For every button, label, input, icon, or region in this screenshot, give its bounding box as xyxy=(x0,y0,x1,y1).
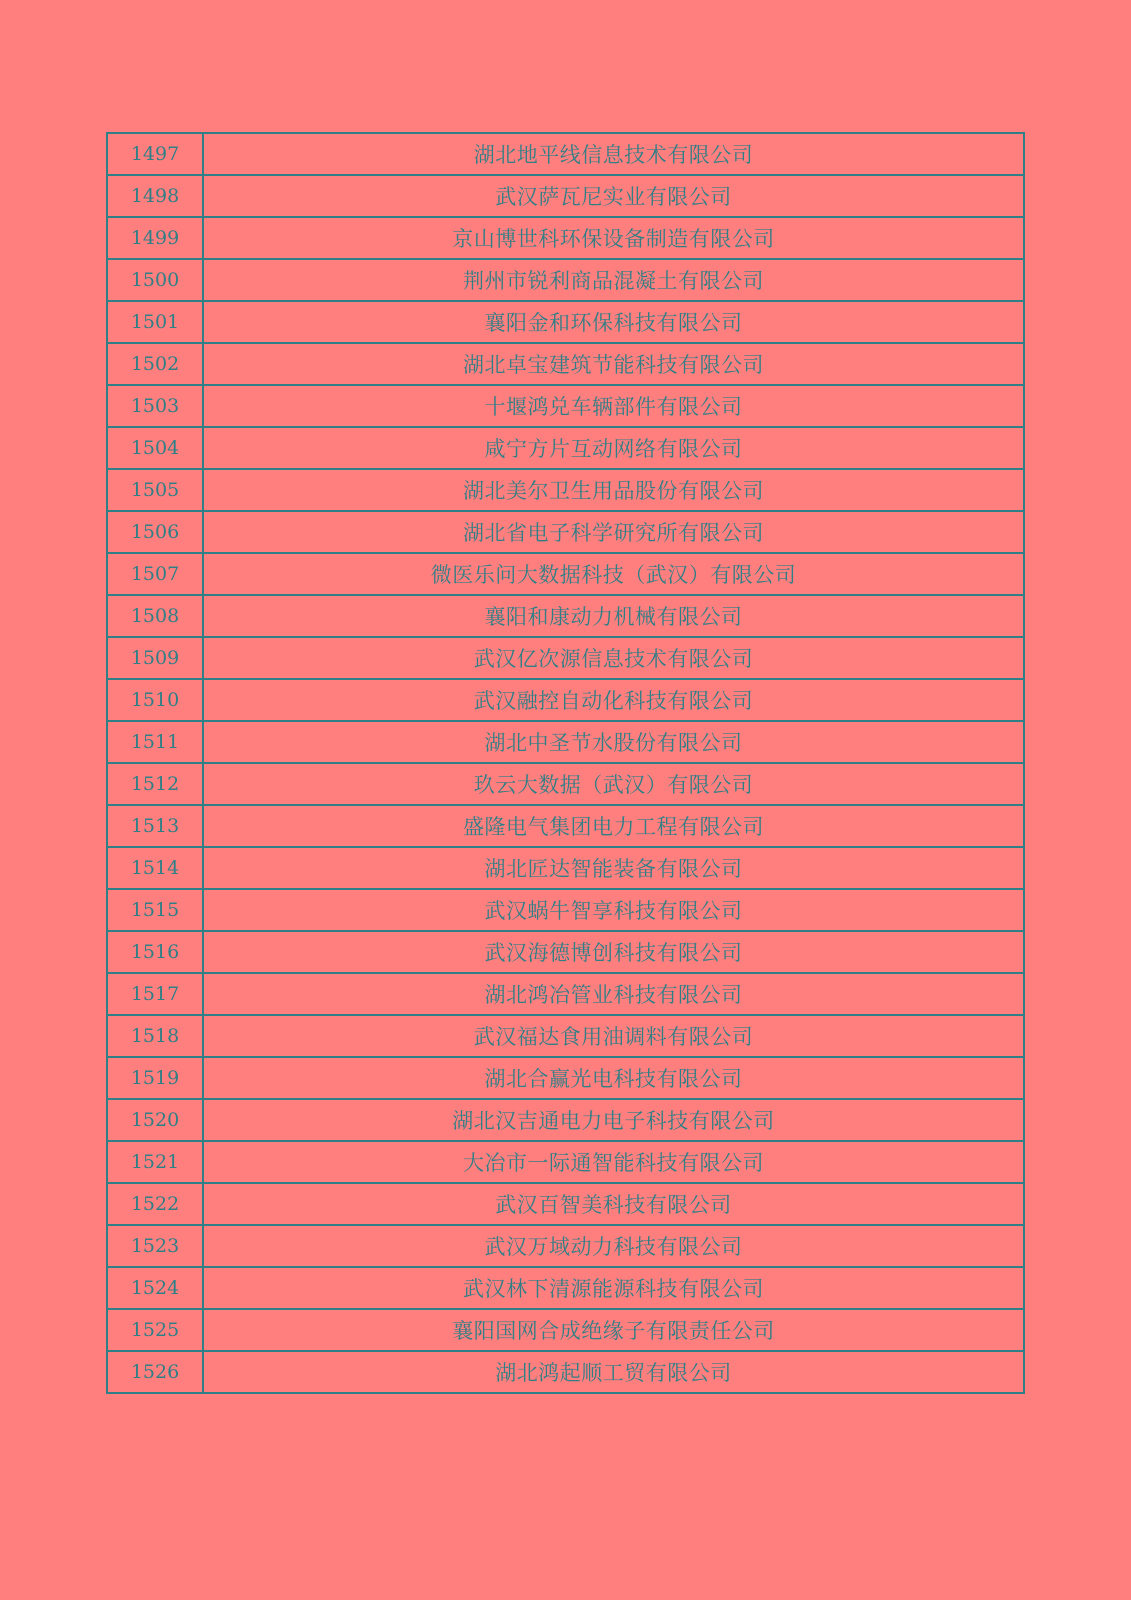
company-name-cell: 武汉福达食用油调料有限公司 xyxy=(203,1015,1024,1057)
company-name-cell: 十堰鸿兑车辆部件有限公司 xyxy=(203,385,1024,427)
table-row xyxy=(107,175,1024,217)
table-row xyxy=(107,343,1024,385)
company-name-cell: 湖北美尔卫生用品股份有限公司 xyxy=(203,469,1024,511)
row-number-cell: 1508 xyxy=(107,595,203,637)
company-list-table xyxy=(106,132,1025,1394)
company-name-cell: 襄阳和康动力机械有限公司 xyxy=(203,595,1024,637)
company-name-cell: 襄阳国网合成绝缘子有限责任公司 xyxy=(203,1309,1024,1351)
row-number-cell: 1522 xyxy=(107,1183,203,1225)
row-number-cell: 1502 xyxy=(107,343,203,385)
row-number-cell: 1510 xyxy=(107,679,203,721)
company-name-cell: 大冶市一际通智能科技有限公司 xyxy=(203,1141,1024,1183)
company-name-cell: 武汉百智美科技有限公司 xyxy=(203,1183,1024,1225)
row-number-cell: 1526 xyxy=(107,1351,203,1393)
table-row xyxy=(107,637,1024,679)
table-row xyxy=(107,301,1024,343)
row-number-cell: 1524 xyxy=(107,1267,203,1309)
row-number-cell: 1521 xyxy=(107,1141,203,1183)
table-row xyxy=(107,889,1024,931)
company-name-cell: 荆州市锐利商品混凝土有限公司 xyxy=(203,259,1024,301)
row-number-cell: 1519 xyxy=(107,1057,203,1099)
table-body xyxy=(107,133,1024,1393)
company-name-cell: 武汉萨瓦尼实业有限公司 xyxy=(203,175,1024,217)
row-number-cell: 1497 xyxy=(107,133,203,175)
company-name-cell: 武汉林下清源能源科技有限公司 xyxy=(203,1267,1024,1309)
company-name-cell: 湖北卓宝建筑节能科技有限公司 xyxy=(203,343,1024,385)
company-name-cell: 湖北匠达智能装备有限公司 xyxy=(203,847,1024,889)
row-number-cell: 1525 xyxy=(107,1309,203,1351)
company-name-cell: 武汉万域动力科技有限公司 xyxy=(203,1225,1024,1267)
row-number-cell: 1513 xyxy=(107,805,203,847)
company-name-cell: 武汉融控自动化科技有限公司 xyxy=(203,679,1024,721)
company-name-cell: 京山博世科环保设备制造有限公司 xyxy=(203,217,1024,259)
table-row xyxy=(107,847,1024,889)
row-number-cell: 1505 xyxy=(107,469,203,511)
row-number-cell: 1500 xyxy=(107,259,203,301)
row-number-cell: 1506 xyxy=(107,511,203,553)
table-row xyxy=(107,973,1024,1015)
company-name-cell: 湖北合赢光电科技有限公司 xyxy=(203,1057,1024,1099)
table-row xyxy=(107,679,1024,721)
row-number-cell: 1509 xyxy=(107,637,203,679)
table-row xyxy=(107,931,1024,973)
table-row xyxy=(107,1267,1024,1309)
table-row xyxy=(107,133,1024,175)
table-row xyxy=(107,805,1024,847)
row-number-cell: 1516 xyxy=(107,931,203,973)
company-name-cell: 湖北中圣节水股份有限公司 xyxy=(203,721,1024,763)
table-row xyxy=(107,1225,1024,1267)
table-row xyxy=(107,427,1024,469)
row-number-cell: 1503 xyxy=(107,385,203,427)
company-name-cell: 玖云大数据（武汉）有限公司 xyxy=(203,763,1024,805)
company-name-cell: 武汉海德博创科技有限公司 xyxy=(203,931,1024,973)
row-number-cell: 1515 xyxy=(107,889,203,931)
row-number-cell: 1498 xyxy=(107,175,203,217)
row-number-cell: 1512 xyxy=(107,763,203,805)
table-row xyxy=(107,469,1024,511)
table-row xyxy=(107,1183,1024,1225)
company-name-cell: 盛隆电气集团电力工程有限公司 xyxy=(203,805,1024,847)
table-row xyxy=(107,553,1024,595)
company-name-cell: 襄阳金和环保科技有限公司 xyxy=(203,301,1024,343)
row-number-cell: 1507 xyxy=(107,553,203,595)
table-row xyxy=(107,1141,1024,1183)
company-name-cell: 湖北汉吉通电力电子科技有限公司 xyxy=(203,1099,1024,1141)
table-row xyxy=(107,721,1024,763)
company-name-cell: 微医乐问大数据科技（武汉）有限公司 xyxy=(203,553,1024,595)
company-name-cell: 湖北鸿起顺工贸有限公司 xyxy=(203,1351,1024,1393)
company-name-cell: 武汉亿次源信息技术有限公司 xyxy=(203,637,1024,679)
row-number-cell: 1518 xyxy=(107,1015,203,1057)
row-number-cell: 1511 xyxy=(107,721,203,763)
table-row xyxy=(107,511,1024,553)
row-number-cell: 1523 xyxy=(107,1225,203,1267)
table-row xyxy=(107,763,1024,805)
table-row xyxy=(107,385,1024,427)
row-number-cell: 1514 xyxy=(107,847,203,889)
table-row xyxy=(107,1351,1024,1393)
company-name-cell: 湖北地平线信息技术有限公司 xyxy=(203,133,1024,175)
table-row xyxy=(107,1099,1024,1141)
table-row xyxy=(107,1309,1024,1351)
row-number-cell: 1520 xyxy=(107,1099,203,1141)
table-row xyxy=(107,217,1024,259)
row-number-cell: 1504 xyxy=(107,427,203,469)
table-row xyxy=(107,259,1024,301)
row-number-cell: 1501 xyxy=(107,301,203,343)
company-name-cell: 湖北鸿冶管业科技有限公司 xyxy=(203,973,1024,1015)
company-name-cell: 湖北省电子科学研究所有限公司 xyxy=(203,511,1024,553)
company-name-cell: 咸宁方片互动网络有限公司 xyxy=(203,427,1024,469)
table-row xyxy=(107,595,1024,637)
row-number-cell: 1517 xyxy=(107,973,203,1015)
company-name-cell: 武汉蜗牛智享科技有限公司 xyxy=(203,889,1024,931)
table-row xyxy=(107,1015,1024,1057)
table-row xyxy=(107,1057,1024,1099)
row-number-cell: 1499 xyxy=(107,217,203,259)
